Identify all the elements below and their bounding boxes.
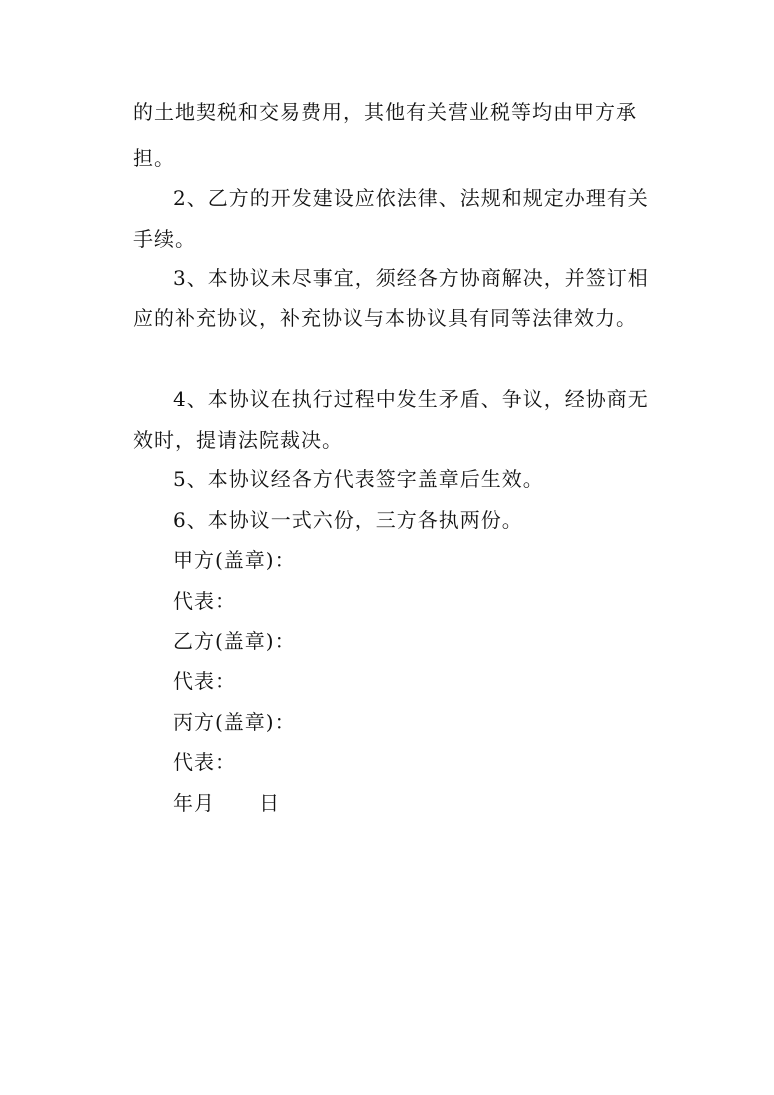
party-c-seal-label: 丙方(盖章)： — [173, 710, 296, 734]
text-line: 效时，提请法院裁决。 — [133, 428, 343, 452]
date-line: 年月 日 — [173, 791, 281, 815]
party-b-representative-label: 代表： — [173, 669, 236, 693]
text-line: 手续。 — [133, 227, 196, 251]
party-b-seal-label: 乙方(盖章)： — [173, 629, 296, 653]
party-a-seal-label: 甲方(盖章)： — [173, 548, 296, 572]
text-line: 5、本协议经各方代表签字盖章后生效。 — [173, 467, 544, 491]
text-line: 6、本协议一式六份，三方各执两份。 — [173, 508, 523, 532]
party-a-representative-label: 代表： — [173, 589, 236, 613]
text-line: 的土地契税和交易费用，其他有关营业税等均由甲方承 — [133, 100, 637, 124]
text-line: 3、本协议未尽事宜，须经各方协商解决，并签订相 — [173, 266, 649, 290]
party-c-representative-label: 代表： — [173, 750, 236, 774]
text-line: 2、乙方的开发建设应依法律、法规和规定办理有关 — [173, 186, 649, 210]
text-line: 担。 — [133, 146, 175, 170]
text-line: 应的补充协议，补充协议与本协议具有同等法律效力。 — [133, 306, 637, 330]
text-line: 4、本协议在执行过程中发生矛盾、争议，经协商无 — [173, 387, 649, 411]
